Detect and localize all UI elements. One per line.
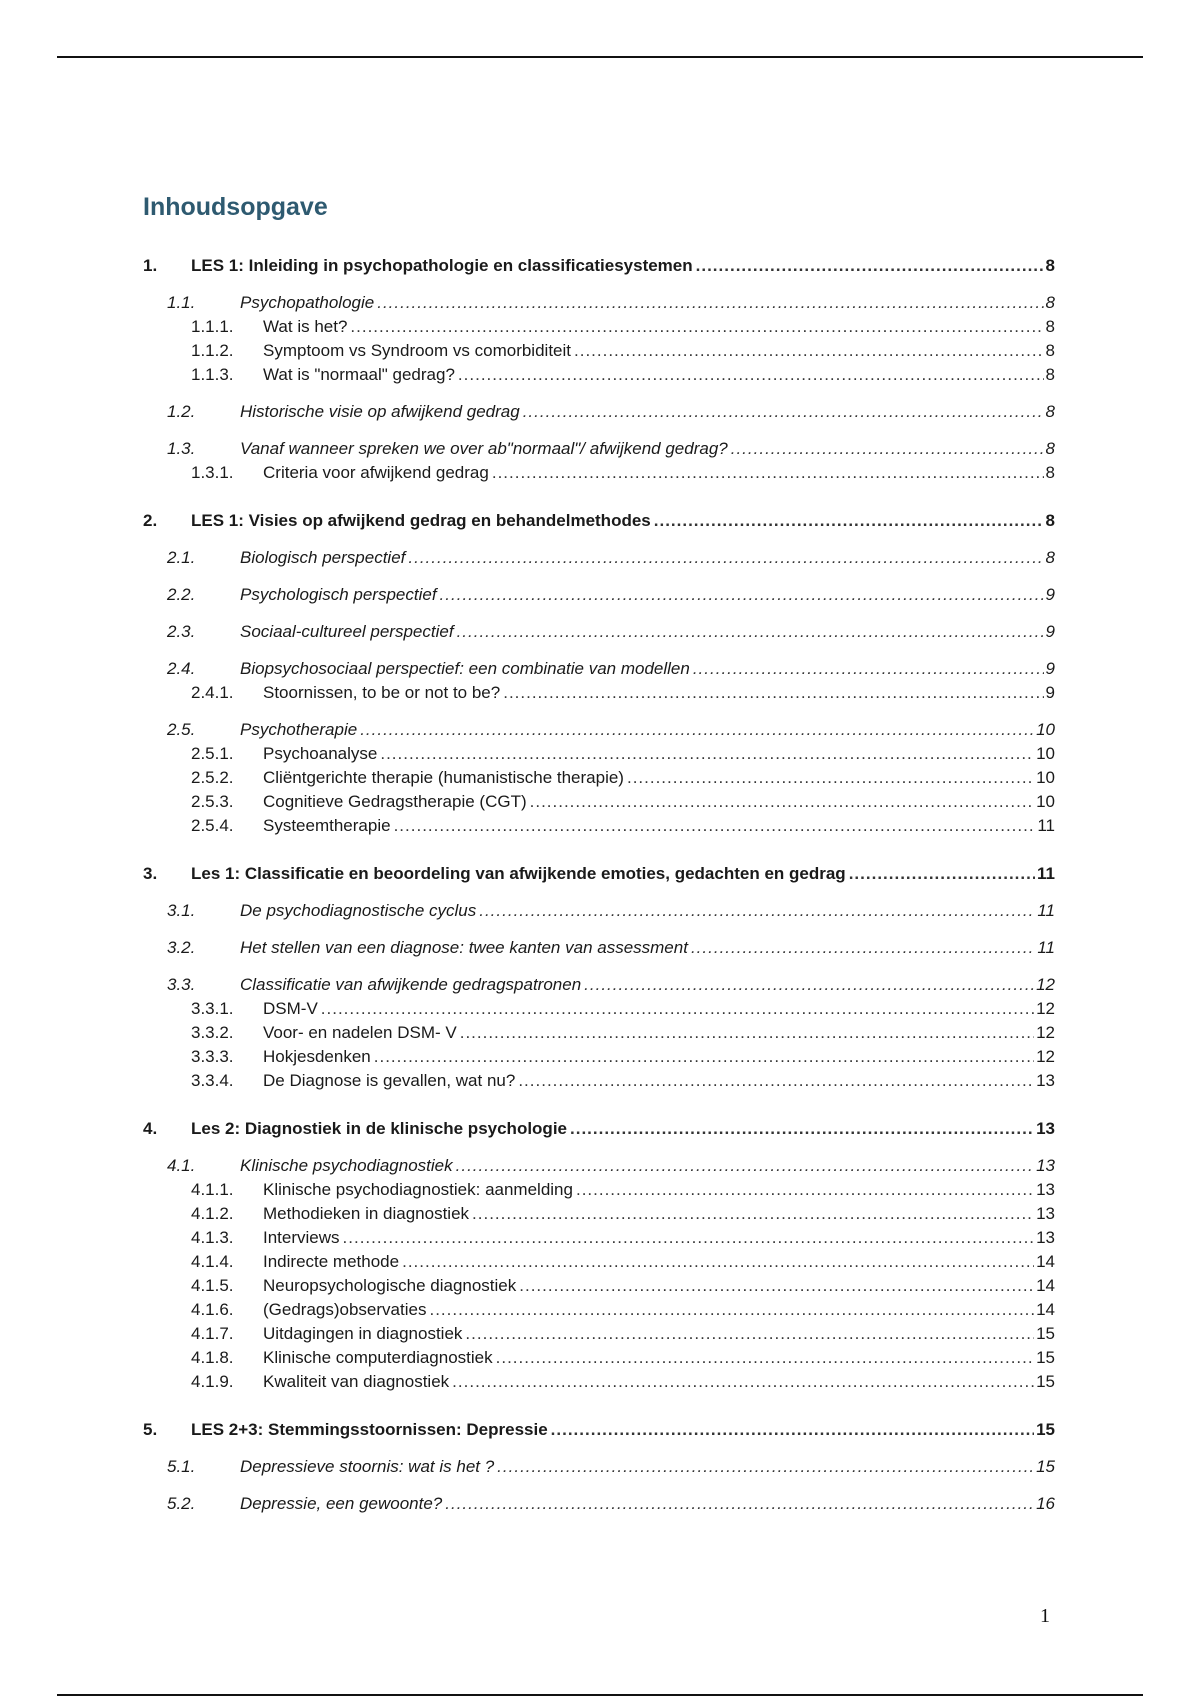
toc-entry-page: 15: [1036, 1420, 1055, 1439]
toc-entry-label: Het stellen van een diagnose: twee kanten van assessment: [240, 938, 688, 957]
toc-entry-1-1-3[interactable]: [143, 363, 1055, 387]
toc-entry-page: 12: [1036, 1023, 1055, 1042]
toc-entry-number: 3.3.4.: [191, 1071, 234, 1090]
toc-entry-page: 11: [1037, 816, 1055, 835]
dot-leader: [691, 936, 1035, 960]
dot-leader: [654, 509, 1044, 533]
toc-entry-page: 9: [1045, 683, 1055, 702]
toc-entry-label: Classificatie van afwijkende gedragspatronen: [240, 975, 582, 994]
toc-entry-3[interactable]: [143, 862, 1055, 886]
toc-entry-4-1-6[interactable]: [143, 1298, 1055, 1322]
toc-entry-number: 2.5.: [167, 720, 196, 739]
toc-entry-label: (Gedrags)observaties: [263, 1300, 427, 1319]
toc-entry-2-1[interactable]: [143, 546, 1055, 570]
toc-entry-label: Symptoom vs Syndroom vs comorbiditeit: [263, 341, 571, 360]
toc-entry-page: 10: [1036, 720, 1055, 739]
toc-entry-3-3-4[interactable]: [143, 1069, 1055, 1093]
toc-entry-page: 11: [1037, 938, 1055, 957]
toc-entry-1-1[interactable]: [143, 291, 1055, 315]
toc-entry-page: 15: [1036, 1457, 1055, 1476]
toc-entry-number: 2.5.1.: [191, 744, 234, 763]
toc-entry-label: De Diagnose is gevallen, wat nu?: [263, 1071, 516, 1090]
toc-entry-page: 13: [1036, 1180, 1055, 1199]
toc-entry-page: 8: [1045, 463, 1055, 482]
toc-entry-label: Les 1: Classificatie en beoordeling van afwijkende emoties, gedachten en gedrag: [191, 864, 846, 883]
toc-entry-label: Sociaal-cultureel perspectief: [240, 622, 454, 641]
toc-entry-page: 8: [1045, 402, 1055, 421]
toc-entry-number: 4.1.3.: [191, 1228, 234, 1247]
dot-leader: [456, 1154, 1034, 1178]
toc-entry-3-1[interactable]: [143, 899, 1055, 923]
page-number: 1: [1040, 1605, 1050, 1627]
toc-entry-3-3-2[interactable]: [143, 1021, 1055, 1045]
toc-entry-label: Hokjesdenken: [263, 1047, 371, 1066]
dot-leader: [360, 718, 1034, 742]
toc-entry-number: 3.: [143, 864, 158, 883]
toc-entry-page: 10: [1036, 768, 1055, 787]
toc-entry-page: 11: [1037, 901, 1055, 920]
dot-leader: [465, 1322, 1034, 1346]
dot-leader: [394, 814, 1036, 838]
toc-entry-number: 4.1.: [167, 1156, 196, 1175]
toc-entry-page: 13: [1036, 1071, 1055, 1090]
toc-entry-2-3[interactable]: [143, 620, 1055, 644]
toc-entry-number: 4.1.2.: [191, 1204, 234, 1223]
toc-entry-number: 5.2.: [167, 1494, 196, 1513]
toc-entry-page: 10: [1036, 792, 1055, 811]
toc-entry-number: 3.2.: [167, 938, 196, 957]
toc-entry-number: 4.1.6.: [191, 1300, 234, 1319]
toc-entry-page: 15: [1036, 1324, 1055, 1343]
toc-entry-2-4[interactable]: [143, 657, 1055, 681]
dot-leader: [503, 681, 1043, 705]
toc-entry-2-5-3[interactable]: [143, 790, 1055, 814]
toc-entry-4-1-1[interactable]: [143, 1178, 1055, 1202]
toc-entry-number: 1.1.1.: [191, 317, 234, 336]
dot-leader: [321, 997, 1034, 1021]
toc-entry-number: 3.3.1.: [191, 999, 234, 1018]
toc-entry-label: Historische visie op afwijkend gedrag: [240, 402, 520, 421]
toc-entry-number: 1.1.3.: [191, 365, 234, 384]
toc-entry-page: 8: [1045, 317, 1055, 336]
dot-leader: [408, 546, 1043, 570]
dot-leader: [574, 339, 1044, 363]
toc-entry-label: LES 1: Visies op afwijkend gedrag en behandelmethodes: [191, 511, 651, 530]
toc-entry-label: Biologisch perspectief: [240, 548, 406, 567]
dot-leader: [452, 1370, 1034, 1394]
toc-entry-5-2[interactable]: [143, 1492, 1055, 1516]
toc-entry-2-2[interactable]: [143, 583, 1055, 607]
toc-entry-page: 8: [1045, 548, 1055, 567]
toc-entry-label: Kwaliteit van diagnostiek: [263, 1372, 450, 1391]
toc-entry-label: Klinische psychodiagnostiek: aanmelding: [263, 1180, 573, 1199]
dot-leader: [570, 1117, 1034, 1141]
toc-entry-page: 11: [1037, 864, 1055, 883]
toc-entry-page: 14: [1036, 1300, 1055, 1319]
toc-entry-label: De psychodiagnostische cyclus: [240, 901, 477, 920]
toc-entry-number: 4.1.4.: [191, 1252, 234, 1271]
dot-leader: [693, 657, 1044, 681]
dot-leader: [731, 437, 1044, 461]
dot-leader: [584, 973, 1034, 997]
toc-entry-4-1-2[interactable]: [143, 1202, 1055, 1226]
toc-entry-number: 1.1.2.: [191, 341, 234, 360]
toc-entry-page: 8: [1045, 293, 1055, 312]
toc-entry-label: Interviews: [263, 1228, 340, 1247]
toc-entry-label: Klinische computerdiagnostiek: [263, 1348, 493, 1367]
toc-entry-number: 4.1.1.: [191, 1180, 234, 1199]
toc-entry-2[interactable]: [143, 509, 1055, 533]
toc-entry-number: 1.2.: [167, 402, 196, 421]
toc-entry-page: 13: [1036, 1156, 1055, 1175]
toc-entry-3-2[interactable]: [143, 936, 1055, 960]
toc-entry-page: 12: [1036, 975, 1055, 994]
footer-rule: [57, 1694, 1143, 1696]
toc-entry-page: 14: [1036, 1252, 1055, 1271]
dot-leader: [350, 315, 1043, 339]
toc-entry-3-3-3[interactable]: [143, 1045, 1055, 1069]
toc-entry-page: 12: [1036, 1047, 1055, 1066]
toc-entry-4-1-7[interactable]: [143, 1322, 1055, 1346]
toc-entry-3-3-1[interactable]: [143, 997, 1055, 1021]
toc-entry-page: 12: [1036, 999, 1055, 1018]
dot-leader: [627, 766, 1034, 790]
toc-entry-4-1-8[interactable]: [143, 1346, 1055, 1370]
toc-entry-page: 13: [1036, 1119, 1055, 1138]
toc-entry-number: 4.1.7.: [191, 1324, 234, 1343]
dot-leader: [496, 1346, 1034, 1370]
toc-entry-label: Systeemtherapie: [263, 816, 391, 835]
toc-entry-label: LES 2+3: Stemmingsstoornissen: Depressie: [191, 1420, 548, 1439]
dot-leader: [849, 862, 1035, 886]
toc-entry-number: 2.5.2.: [191, 768, 234, 787]
toc-entry-number: 1.: [143, 256, 158, 275]
toc-entry-number: 2.4.1.: [191, 683, 234, 702]
toc-entry-label: LES 1: Inleiding in psychopathologie en classificatiesystemen: [191, 256, 693, 275]
toc-entry-2-5-1[interactable]: [143, 742, 1055, 766]
toc-entry-page: 8: [1045, 365, 1055, 384]
toc-entry-label: Criteria voor afwijkend gedrag: [263, 463, 489, 482]
table-of-contents: [143, 254, 1055, 1516]
toc-entry-2-4-1[interactable]: [143, 681, 1055, 705]
toc-title: Inhoudsopgave: [143, 193, 328, 221]
toc-entry-page: 9: [1045, 659, 1055, 678]
toc-entry-2-5-2[interactable]: [143, 766, 1055, 790]
toc-entry-1-3[interactable]: [143, 437, 1055, 461]
toc-entry-2-5[interactable]: [143, 718, 1055, 742]
dot-leader: [551, 1418, 1034, 1442]
toc-entry-page: 13: [1036, 1228, 1055, 1247]
toc-entry-number: 2.1.: [167, 548, 196, 567]
dot-leader: [402, 1250, 1034, 1274]
toc-entry-4-1-5[interactable]: [143, 1274, 1055, 1298]
header-rule: [57, 56, 1143, 58]
toc-entry-page: 9: [1045, 622, 1055, 641]
toc-entry-1[interactable]: [143, 254, 1055, 278]
dot-leader: [374, 1045, 1034, 1069]
toc-entry-page: 15: [1036, 1372, 1055, 1391]
toc-entry-2-5-4[interactable]: [143, 814, 1055, 838]
toc-entry-page: 8: [1045, 439, 1055, 458]
dot-leader: [440, 583, 1044, 607]
toc-entry-label: Vanaf wanneer spreken we over ab"normaal"/ afwijkend gedrag?: [240, 439, 728, 458]
toc-entry-label: Biopsychosociaal perspectief: een combinatie van modellen: [240, 659, 690, 678]
toc-entry-number: 3.3.3.: [191, 1047, 234, 1066]
dot-leader: [460, 1021, 1034, 1045]
toc-entry-number: 2.: [143, 511, 158, 530]
toc-entry-page: 9: [1045, 585, 1055, 604]
toc-entry-number: 2.5.4.: [191, 816, 234, 835]
toc-entry-4-1-3[interactable]: [143, 1226, 1055, 1250]
dot-leader: [377, 291, 1043, 315]
dot-leader: [497, 1455, 1034, 1479]
toc-entry-label: Depressieve stoornis: wat is het ?: [240, 1457, 495, 1476]
dot-leader: [457, 620, 1044, 644]
dot-leader: [479, 899, 1035, 923]
toc-entry-label: Indirecte methode: [263, 1252, 400, 1271]
dot-leader: [530, 790, 1034, 814]
dot-leader: [458, 363, 1044, 387]
toc-entry-5[interactable]: [143, 1418, 1055, 1442]
toc-entry-label: DSM-V: [263, 999, 318, 1018]
dot-leader: [492, 461, 1044, 485]
toc-entry-number: 3.3.2.: [191, 1023, 234, 1042]
toc-entry-label: Klinische psychodiagnostiek: [240, 1156, 453, 1175]
toc-entry-number: 2.5.3.: [191, 792, 234, 811]
toc-entry-number: 1.3.1.: [191, 463, 234, 482]
toc-entry-number: 5.1.: [167, 1457, 196, 1476]
toc-entry-page: 10: [1036, 744, 1055, 763]
toc-entry-label: Psychoanalyse: [263, 744, 378, 763]
toc-entry-number: 2.4.: [167, 659, 196, 678]
toc-entry-label: Cliëntgerichte therapie (humanistische therapie): [263, 768, 624, 787]
toc-entry-number: 4.1.5.: [191, 1276, 234, 1295]
toc-entry-label: Psychologisch perspectief: [240, 585, 437, 604]
toc-entry-1-1-1[interactable]: [143, 315, 1055, 339]
toc-entry-number: 5.: [143, 1420, 158, 1439]
toc-entry-page: 14: [1036, 1276, 1055, 1295]
toc-entry-4-1[interactable]: [143, 1154, 1055, 1178]
toc-entry-label: Neuropsychologische diagnostiek: [263, 1276, 517, 1295]
toc-entry-page: 16: [1036, 1494, 1055, 1513]
toc-entry-1-3-1[interactable]: [143, 461, 1055, 485]
dot-leader: [445, 1492, 1034, 1516]
dot-leader: [429, 1298, 1034, 1322]
toc-entry-label: Methodieken in diagnostiek: [263, 1204, 470, 1223]
toc-entry-page: 8: [1045, 511, 1055, 530]
toc-entry-number: 1.3.: [167, 439, 196, 458]
toc-entry-page: 8: [1045, 341, 1055, 360]
toc-entry-number: 3.1.: [167, 901, 196, 920]
toc-entry-label: Stoornissen, to be or not to be?: [263, 683, 501, 702]
toc-entry-number: 4.1.8.: [191, 1348, 234, 1367]
dot-leader: [472, 1202, 1034, 1226]
dot-leader: [343, 1226, 1035, 1250]
toc-entry-page: 13: [1036, 1204, 1055, 1223]
toc-entry-label: Wat is het?: [263, 317, 348, 336]
toc-entry-number: 2.2.: [167, 585, 196, 604]
dot-leader: [518, 1069, 1034, 1093]
dot-leader: [523, 400, 1044, 424]
toc-entry-4[interactable]: [143, 1117, 1055, 1141]
toc-entry-number: 1.1.: [167, 293, 196, 312]
toc-entry-label: Cognitieve Gedragstherapie (CGT): [263, 792, 527, 811]
toc-entry-label: Depressie, een gewoonte?: [240, 1494, 443, 1513]
toc-entry-label: Psychopathologie: [240, 293, 375, 312]
toc-entry-number: 3.3.: [167, 975, 196, 994]
toc-entry-label: Voor- en nadelen DSM- V: [263, 1023, 457, 1042]
toc-entry-page: 8: [1045, 256, 1055, 275]
toc-entry-3-3[interactable]: [143, 973, 1055, 997]
dot-leader: [576, 1178, 1034, 1202]
toc-entry-1-2[interactable]: [143, 400, 1055, 424]
toc-entry-number: 2.3.: [167, 622, 196, 641]
toc-entry-label: Wat is "normaal" gedrag?: [263, 365, 455, 384]
dot-leader: [380, 742, 1034, 766]
toc-entry-5-1[interactable]: [143, 1455, 1055, 1479]
toc-entry-1-1-2[interactable]: [143, 339, 1055, 363]
toc-entry-label: Uitdagingen in diagnostiek: [263, 1324, 463, 1343]
toc-entry-number: 4.1.9.: [191, 1372, 234, 1391]
toc-entry-4-1-4[interactable]: [143, 1250, 1055, 1274]
toc-entry-label: Psychotherapie: [240, 720, 358, 739]
dot-leader: [519, 1274, 1034, 1298]
toc-entry-label: Les 2: Diagnostiek in de klinische psychologie: [191, 1119, 567, 1138]
dot-leader: [696, 254, 1044, 278]
toc-entry-number: 4.: [143, 1119, 158, 1138]
toc-entry-4-1-9[interactable]: [143, 1370, 1055, 1394]
toc-entry-page: 15: [1036, 1348, 1055, 1367]
